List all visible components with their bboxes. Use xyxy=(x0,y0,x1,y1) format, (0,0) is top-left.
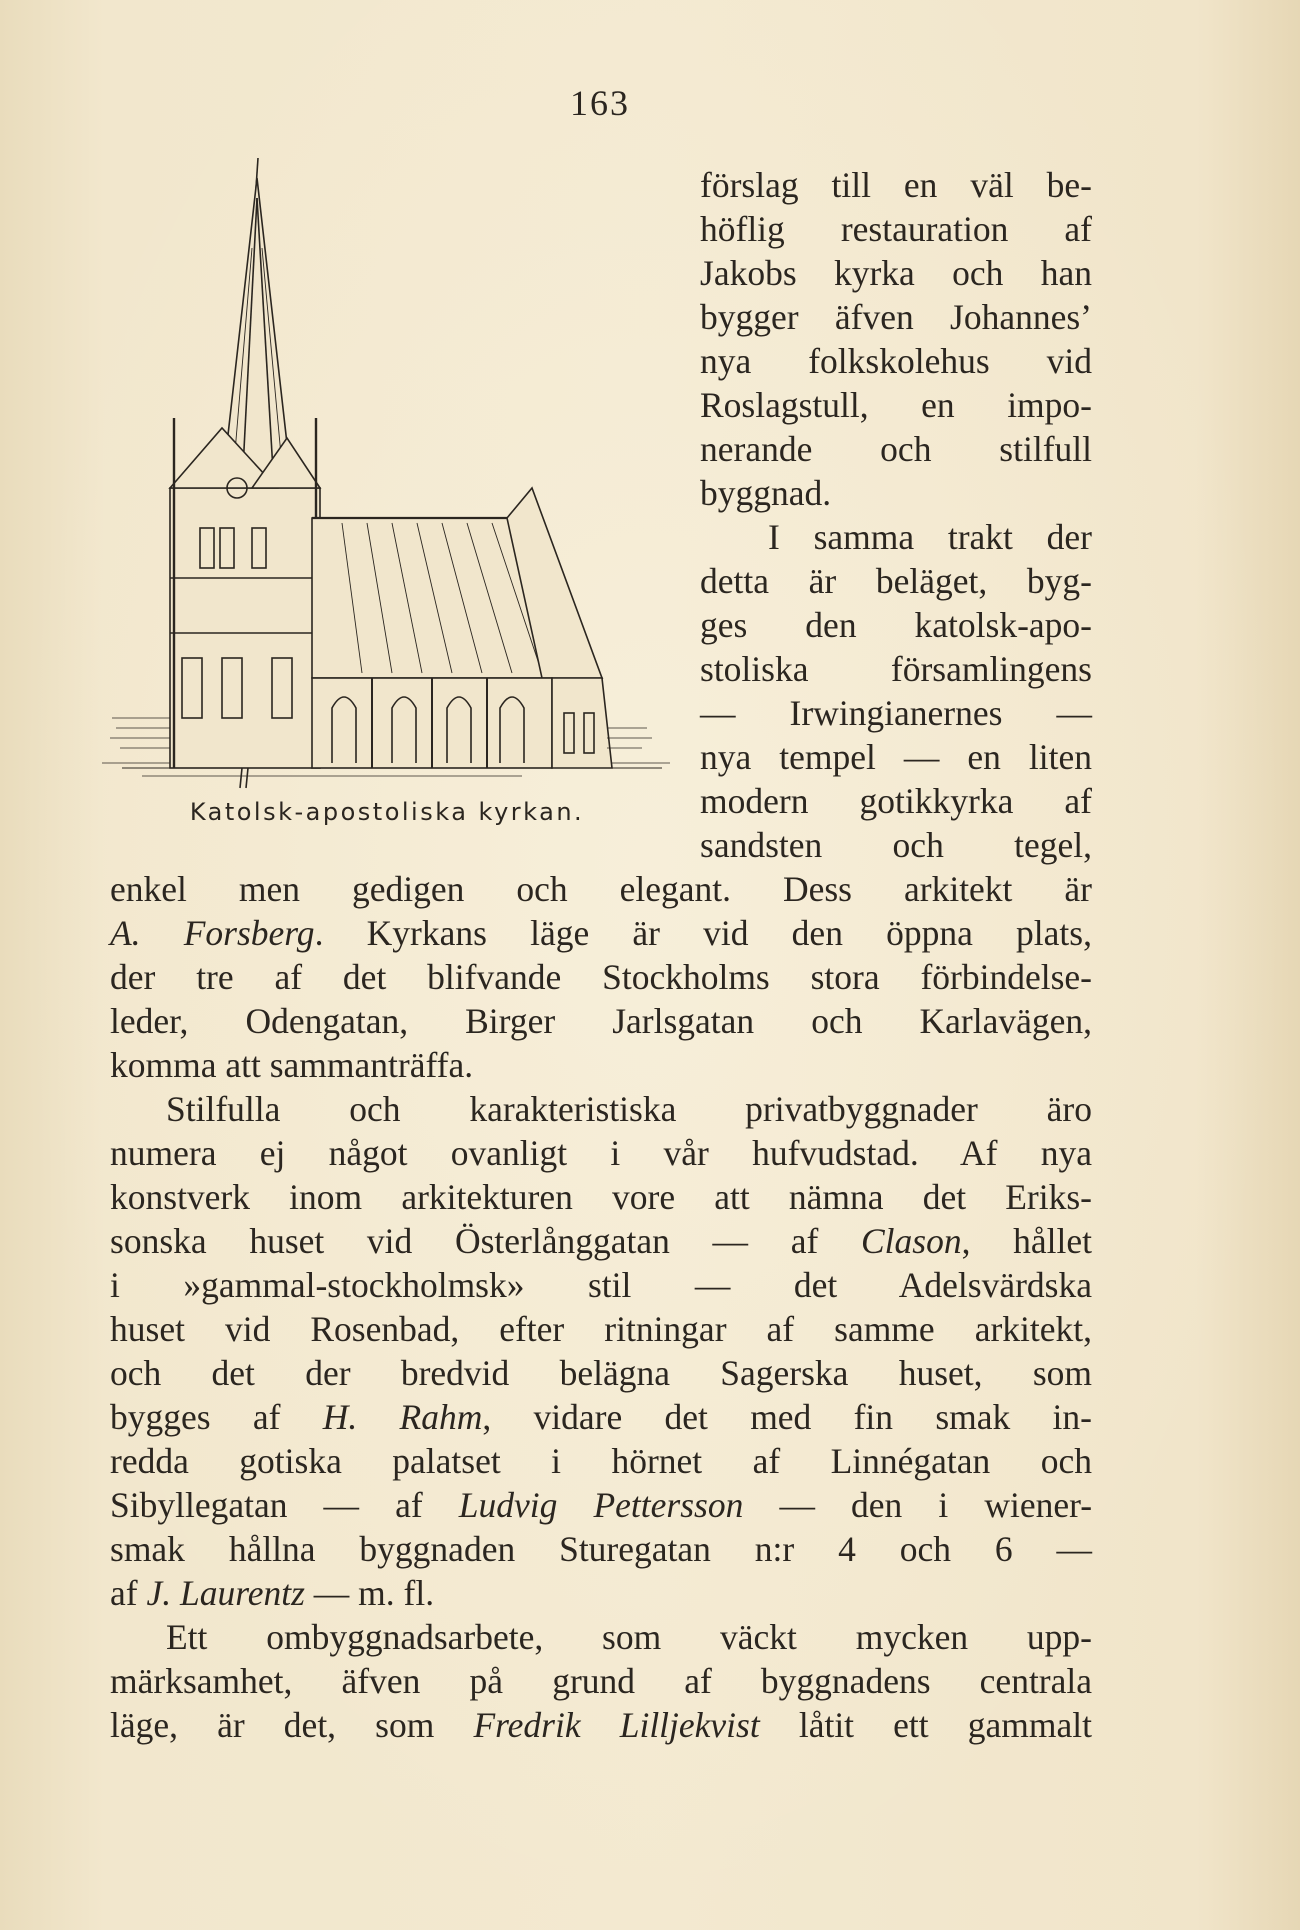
text-line: sandsten och tegel, xyxy=(700,825,1092,865)
text-line: smak hållna byggnaden Sturegatan n:r 4 och 6 — xyxy=(110,1529,1092,1569)
text-line: sonska huset vid Österlånggatan — af Clason, hållet xyxy=(110,1221,1092,1261)
text-line: Roslagstull, en impo- xyxy=(700,385,1092,425)
text-line: och det der bredvid belägna Sagerska huset, som xyxy=(110,1353,1092,1393)
text-line: konstverk inom arkitekturen vore att nämna det Eriks- xyxy=(110,1177,1092,1217)
text-line: komma att sammanträffa. xyxy=(110,1045,474,1085)
text-line: der tre af det blifvande Stockholms stora förbindelse- xyxy=(110,957,1092,997)
text-line: huset vid Rosenbad, efter ritningar af samme arkitekt, xyxy=(110,1309,1092,1349)
church-illustration xyxy=(102,158,672,848)
page-number: 163 xyxy=(570,83,630,123)
text-line: förslag till en väl be- xyxy=(700,165,1092,205)
text-line: nerande och stilfull xyxy=(700,429,1092,469)
text-line: Ett ombyggnadsarbete, som väckt mycken upp- xyxy=(166,1617,1092,1657)
text-line: stoliska församlingens xyxy=(700,649,1092,689)
text-line: af J. Laurentz — m. fl. xyxy=(110,1573,435,1613)
text-line: redda gotiska palatset i hörnet af Linnégatan och xyxy=(110,1441,1092,1481)
text-line: A. Forsberg. Kyrkans läge är vid den öppna plats, xyxy=(110,913,1092,953)
figure-caption: Katolsk-apostoliska kyrkan. xyxy=(189,798,585,826)
text-line: Stilfulla och karakteristiska privatbyggnader äro xyxy=(166,1089,1092,1129)
text-line: byggnad. xyxy=(700,473,832,513)
church-engraving xyxy=(102,158,672,798)
text-line: i »gammal-stockholmsk» stil — det Adelsvärdska xyxy=(110,1265,1092,1305)
text-line: — Irwingianernes — xyxy=(700,693,1092,733)
text-line: leder, Odengatan, Birger Jarlsgatan och Karlavägen, xyxy=(110,1001,1092,1041)
text-line: enkel men gedigen och elegant. Dess arkitekt är xyxy=(110,869,1092,909)
text-line: bygges af H. Rahm, vidare det med fin smak in- xyxy=(110,1397,1092,1437)
text-line: nya tempel — en liten xyxy=(700,737,1092,777)
text-line: höflig restauration af xyxy=(700,209,1092,249)
text-line: Sibyllegatan — af Ludvig Pettersson — den i wiener- xyxy=(110,1485,1093,1525)
text-line: detta är beläget, byg- xyxy=(700,561,1092,601)
text-line: modern gotikkyrka af xyxy=(700,781,1092,821)
text-line: nya folkskolehus vid xyxy=(700,341,1092,381)
text-line: läge, är det, som Fredrik Lilljekvist låtit ett gammalt xyxy=(110,1705,1092,1745)
text-line: numera ej något ovanligt i vår hufvudstad. Af nya xyxy=(110,1133,1092,1173)
text-line: bygger äfven Johannes’ xyxy=(700,297,1092,337)
text-line: I samma trakt der xyxy=(768,517,1092,557)
text-line: Jakobs kyrka och han xyxy=(700,253,1092,293)
text-line: märksamhet, äfven på grund af byggnadens centrala xyxy=(110,1661,1092,1701)
text-line: ges den katolsk-apo- xyxy=(700,605,1092,645)
